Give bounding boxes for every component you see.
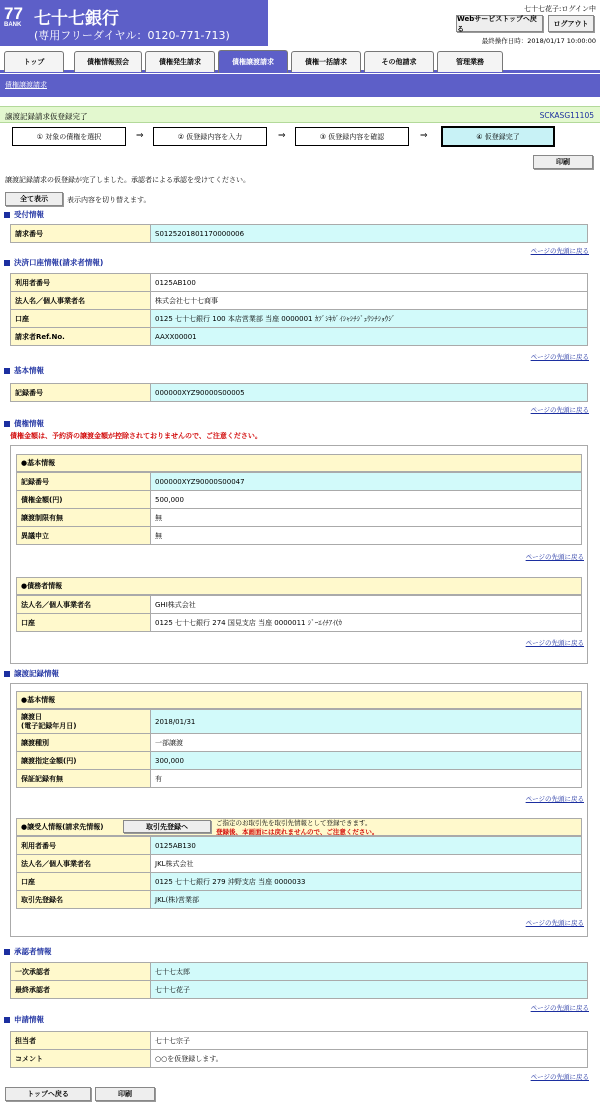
tab-other[interactable]: その他請求 — [364, 51, 434, 72]
page-top-link[interactable]: ページの先頭に戻る — [525, 639, 584, 647]
section-title-text: 申請情報 — [14, 1015, 44, 1024]
value: 300,000 — [151, 752, 582, 770]
reception-table — [10, 224, 588, 243]
value: ○○を仮登録します。 — [151, 1050, 588, 1068]
value: 0125 七十七銀行 100 本店営業部 当座 0000001 ｶﾌﾞｼｷｶﾞｲｼｬｼﾁｼﾞｭｳｼﾁｼｮｳｼﾞ — [151, 310, 588, 328]
tab-admin[interactable]: 管理業務 — [437, 51, 503, 72]
section-title-text: 譲渡記録情報 — [14, 669, 59, 678]
value: 無 — [151, 527, 582, 545]
bank-header — [0, 0, 268, 46]
label: 譲渡種別 — [17, 734, 151, 752]
section-title-text: 基本情報 — [14, 366, 44, 375]
print-button-top[interactable]: 印刷 — [533, 155, 593, 169]
label: 利用者番号 — [11, 274, 151, 292]
tab-bulk[interactable]: 債権一括請求 — [291, 51, 361, 72]
page-top-link[interactable]: ページの先頭に戻る — [525, 553, 584, 561]
label: 請求者Ref.No. — [11, 328, 151, 346]
register-partner-button[interactable]: 取引先登録へ — [123, 820, 211, 833]
transfer-basic-head: ●基本情報 — [16, 691, 582, 709]
page-top-link[interactable]: ページの先頭に戻る — [530, 247, 589, 255]
claim-basic-head: ●基本情報 — [16, 454, 582, 472]
label: 譲渡指定金額(円) — [17, 752, 151, 770]
claim-basic-table — [16, 472, 582, 545]
square-bullet-icon — [4, 421, 10, 427]
account-table — [10, 273, 588, 346]
show-all-button[interactable]: 全て表示 — [5, 192, 63, 206]
label: 異議申立 — [17, 527, 151, 545]
phone-number: (専用フリーダイヤル：0120-771-713) — [34, 29, 230, 42]
value: 七十七花子 — [151, 981, 588, 999]
page-top-link[interactable]: ページの先頭に戻る — [530, 1004, 589, 1012]
tab-inquiry[interactable]: 債権情報照会 — [74, 51, 142, 72]
square-bullet-icon — [4, 949, 10, 955]
value: JKL株式会社 — [151, 855, 582, 873]
label: 担当者 — [11, 1032, 151, 1050]
label: 保証記録有無 — [17, 770, 151, 788]
screen-code: SCKASG11105 — [539, 111, 594, 120]
value: 株式会社七十七商事 — [151, 292, 588, 310]
request-number: S0125201801170000006 — [151, 225, 588, 243]
label: 債権金額(円) — [17, 491, 151, 509]
bank-logo: 77 — [4, 4, 23, 23]
arrow-icon: ⇒ — [136, 131, 144, 141]
tab-top[interactable]: トップ — [4, 51, 64, 72]
recipient-note: ご指定のお取引先を取引先情報として登録できます。 — [216, 819, 372, 827]
section-title-text: 決済口座情報(請求者情報) — [14, 258, 104, 267]
step-2: ② 仮登録内容を入力 — [153, 127, 267, 146]
label: 譲渡制限有無 — [17, 509, 151, 527]
sub-nav — [0, 74, 600, 97]
step-3: ③ 仮登録内容を確認 — [295, 127, 409, 146]
tab-transfer[interactable]: 債権譲渡請求 — [218, 50, 288, 73]
web-top-button[interactable]: Webサービストップへ戻る — [456, 15, 543, 32]
label: 譲渡日 (電子記録年月日) — [17, 710, 151, 734]
recipient-warning: 登録後、本画面には戻れませんので、ご注意ください。 — [216, 828, 379, 836]
square-bullet-icon — [4, 260, 10, 266]
value: GHI株式会社 — [151, 596, 582, 614]
value: 000000XYZ90000S00005 — [151, 384, 588, 402]
back-to-top-button[interactable]: トップへ戻る — [5, 1087, 91, 1101]
value: 000000XYZ90000S00047 — [151, 473, 582, 491]
page-top-link[interactable]: ページの先頭に戻る — [530, 406, 589, 414]
label: 記録番号 — [11, 384, 151, 402]
square-bullet-icon — [4, 1017, 10, 1023]
section-title-text: 債権情報 — [14, 419, 44, 428]
value: 0125 七十七銀行 274 国見支店 当座 0000011 ｼﾞｰｴｲﾁｱｲ(ｶ — [151, 614, 582, 632]
section-title-transfer — [4, 668, 59, 679]
page-top-link[interactable]: ページの先頭に戻る — [525, 795, 584, 803]
section-title-text: 受付情報 — [14, 210, 44, 219]
claim-warning: 債権金額は、予約済の譲渡金額が控除されておりませんので、ご注意ください。 — [10, 432, 262, 440]
show-all-text: 表示内容を切り替えます。 — [67, 196, 151, 204]
value: 0125 七十七銀行 279 沖野支店 当座 0000033 — [151, 873, 582, 891]
value: 七十七太郎 — [151, 963, 588, 981]
square-bullet-icon — [4, 671, 10, 677]
section-title-claim — [4, 418, 44, 429]
section-title-application — [4, 1014, 44, 1025]
approver-table — [10, 962, 588, 999]
value: 0125AB100 — [151, 274, 588, 292]
label: 記録番号 — [17, 473, 151, 491]
basic-table — [10, 383, 588, 402]
section-title-basic — [4, 365, 44, 376]
label: 請求番号 — [11, 225, 151, 243]
value: 500,000 — [151, 491, 582, 509]
value: 有 — [151, 770, 582, 788]
label: 法人名／個人事業者名 — [17, 855, 151, 873]
step-1: ① 対象の債権を選択 — [12, 127, 126, 146]
bank-logo-sub: BANK — [4, 22, 22, 28]
transfer-basic-table — [16, 709, 582, 788]
value: 七十七宗子 — [151, 1032, 588, 1050]
recipient-table — [16, 836, 582, 909]
debtor-head: ●債務者情報 — [16, 577, 582, 595]
page-title-bar — [0, 106, 600, 123]
section-title-account — [4, 257, 103, 268]
value: 一部譲渡 — [151, 734, 582, 752]
value: 無 — [151, 509, 582, 527]
debtor-table — [16, 595, 582, 632]
subnav-transfer-link[interactable]: 債権譲渡請求 — [5, 81, 47, 89]
label: 口座 — [17, 873, 151, 891]
print-button-bottom[interactable]: 印刷 — [95, 1087, 155, 1101]
label: 利用者番号 — [17, 837, 151, 855]
label: 法人名／個人事業者名 — [17, 596, 151, 614]
page-top-link[interactable]: ページの先頭に戻る — [525, 919, 584, 927]
value: 2018/01/31 — [151, 710, 582, 734]
section-title-text: 承認者情報 — [14, 947, 52, 956]
value: 0125AB130 — [151, 837, 582, 855]
label: 口座 — [11, 310, 151, 328]
bank-name: 七十七銀行 — [34, 9, 119, 29]
completion-message: 譲渡記録請求の仮登録が完了しました。承認者による承認を受けてください。 — [5, 176, 250, 184]
label: コメント — [11, 1050, 151, 1068]
logout-button[interactable]: ログアウト — [548, 15, 594, 32]
label: 最終承認者 — [11, 981, 151, 999]
label: 一次承認者 — [11, 963, 151, 981]
label: 取引先登録名 — [17, 891, 151, 909]
last-operation-time: 最終操作日時：2018/01/17 10:00:00 — [481, 37, 596, 45]
tab-issue[interactable]: 債権発生請求 — [145, 51, 215, 72]
label: 口座 — [17, 614, 151, 632]
square-bullet-icon — [4, 368, 10, 374]
page-top-link[interactable]: ページの先頭に戻る — [530, 1073, 589, 1081]
section-title-approver — [4, 946, 52, 957]
step-4-current: ④ 仮登録完了 — [441, 126, 555, 147]
value: JKL(株)営業部 — [151, 891, 582, 909]
page-title: 譲渡記録請求仮登録完了 — [5, 112, 88, 121]
square-bullet-icon — [4, 212, 10, 218]
main-nav — [0, 48, 600, 73]
arrow-icon: ⇒ — [420, 131, 428, 141]
user-status: 七十七花子:ログイン中 — [523, 5, 596, 13]
application-table — [10, 1031, 588, 1068]
value: AAXX00001 — [151, 328, 588, 346]
label: 法人名／個人事業者名 — [11, 292, 151, 310]
recipient-head-text: ●譲受人情報(請求先情報) — [21, 823, 104, 831]
page-top-link[interactable]: ページの先頭に戻る — [530, 353, 589, 361]
arrow-icon: ⇒ — [278, 131, 286, 141]
section-title-reception — [4, 209, 44, 220]
